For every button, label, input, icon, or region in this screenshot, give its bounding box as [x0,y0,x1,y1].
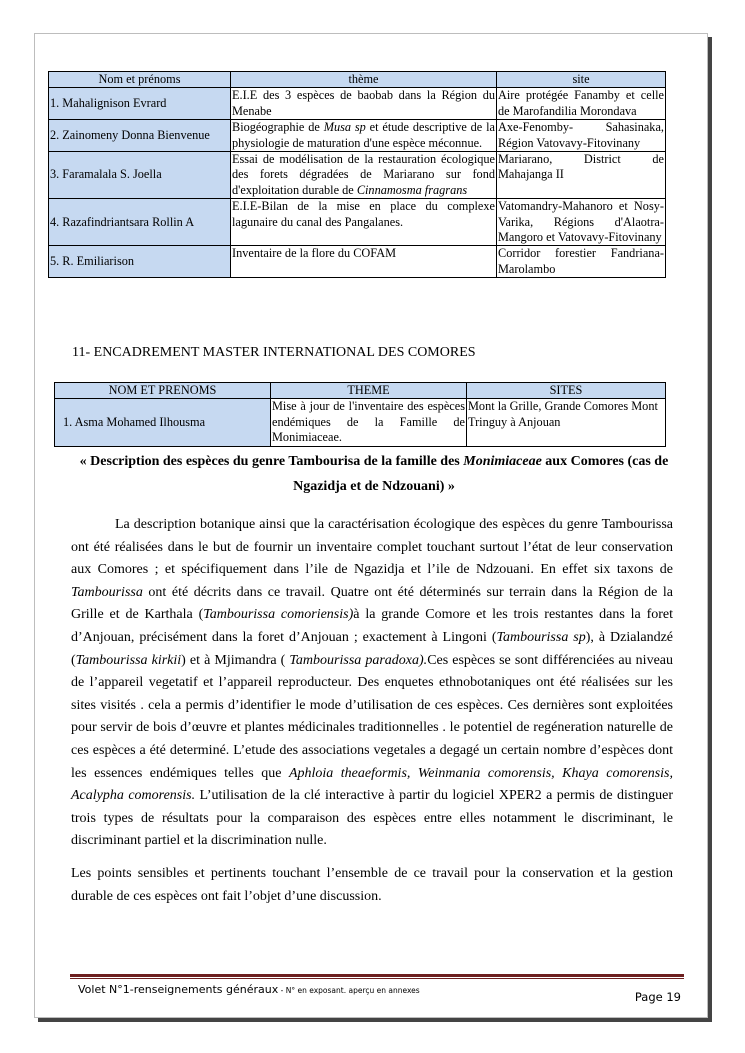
footer-divider [70,974,684,977]
header-theme: thème [231,72,497,88]
table-header-row [49,72,666,88]
italic-run: Tambourissa sp [496,629,586,645]
table-row [49,199,666,246]
table-row [49,246,666,278]
cell-theme [231,246,497,278]
text-run: ), à Dzialandzé ( [71,629,673,668]
header-site: site [497,72,666,88]
table-row [55,399,666,446]
text-run: et étude descriptive de la physiologie de maturation d'une espèce méconnue. [232,120,495,150]
text-run: E.I.E des 3 espèces de baobab dans la Région du Menabe [232,88,495,118]
page-number: Page 19 [634,990,681,1004]
italic-run: Aphloia theaeformis, Weinmania comorensis, Khaya comorensis, Acalypha comorensis. [71,765,673,804]
footer-note: - N° en exposant. aperçu en annexes [278,986,420,995]
cell-site: Axe-Fenomby- Sahasinaka, Région Vatovavy-Fitovinany [498,120,664,150]
cell-name: 2. Zainomeny Donna Bienvenue [49,120,231,152]
italic-run: Tambourissa comoriensis) [203,607,354,623]
cell-theme: Mise à jour de l'inventaire des espèces endémiques de la Famille de Monimiaceae. [272,399,465,445]
cell-site: Mariarano, District de Mahajanga II [497,152,666,199]
footer-label [78,983,420,996]
text-run: E.I.E-Bilan de la mise en place du complexe lagunaire du canal des Pangalanes. [232,199,495,229]
footer-divider-thin [70,978,684,979]
italic-run: Tambourissa paradoxa). [289,652,428,668]
text-run: Inventaire de la flore du COFAM [232,246,397,261]
text-run: Ces espèces se sont différenciées au niveau de l’appareil vegetatif et l’appareil reproducteur. Des enquetes ethnobotaniques ont été réalisées sur les sites visités . cela a permis d’identifier le mode d’utilisation de ces espèces. Ces dernières sont exploitées pour servir de bois d’œuvre et plantes médicinales traditionnelles . le potentiel de regéneration naturelle de ces espèces a été determiné. L’etude des associations vegetales a degagé un certain nombre d’espèces dont les essences endémiques telles que [71,652,673,781]
table-row [49,120,666,152]
header-name: NOM ET PRENOMS [55,383,271,399]
cell-site: Corridor forestier Fandriana-Marolambo [498,246,664,276]
section-title: 11- ENCADREMENT MASTER INTERNATIONAL DES COMORES [72,345,476,360]
text-run: ) et à Mjimandra ( [181,652,290,668]
cell-name: 3. Faramalala S. Joella [49,152,231,199]
cell-site: Aire protégée Fanamby et celle de Marofandilia Morondava [498,88,664,118]
description-paragraph-2: Les points sensibles et pertinents touchant l’ensemble de ce travail pour la conservation et la gestion durable de ces espèces ont fait l’objet d’une discussion. [71,865,673,905]
text-run: Biogéographie de [232,120,324,135]
text-run: à la grande Comore et les trois restantes dans la foret d’Anjouan, précisément dans la foret d’Anjouan ; exactement à Lingoni ( [71,607,674,645]
description-body [71,514,673,909]
header-theme: THEME [271,383,467,399]
text-run: L’utilisation de la clé interactive à partir du logiciel XPER2 a permis de distinguer trois types de résultats pour la comparaison des espèces entre elles notamment le discriminant, le discriminant partiel et la discrimination nulle. [71,788,674,849]
header-name: Nom et prénoms [49,72,231,88]
cell-theme [231,152,497,199]
italic-run: Tambourissa [71,584,143,600]
cell-site: Vatomandry-Mahanoro et Nosy-Varika, Régions d'Alaotra-Mangoro et Vatovavy-Fitovinany [498,199,664,245]
description-paragraph-1 [71,514,673,853]
text-run: Essai de modélisation de la restauration écologique des forets dégradées de Mariarano sur fond d'exploitation durable de [232,152,495,197]
cell-site: Mont la Grille, Grande Comores Mont Tringuy à Anjouan [467,399,666,446]
italic-run: Cinnamosma fragrans [356,182,468,197]
italic-run: Tambourissa kirkii [75,652,182,668]
cell-theme [231,199,497,246]
text-run: aux Comores (cas de Ngazidja et de Ndzouani) » [293,454,669,494]
description-title [78,449,670,499]
cell-name: 1. Asma Mohamed Ilhousma [55,399,271,446]
table-row [49,152,666,199]
cell-theme [231,88,497,120]
text-run: La description botanique ainsi que la caractérisation écologique des espèces du genre Tambourissa ont été réalisées dans le but de fournir un inventaire complet touchant surtout l’état de leur conservation aux Comores ; et spécifiquement dans l’ile de Ngazidja et l’ile de Ndzouani. En effet six taxons de [71,517,673,578]
cell-name: 4. Razafindriantsara Rollin A [49,199,231,246]
text-run: ont été décrits dans ce travail. Quatre ont été déterminés sur terrain dans la Région de la Grille et de Karthala ( [71,584,673,623]
italic-run: Monimiaceae [463,454,542,469]
students-table [48,71,666,278]
comores-table [54,382,666,447]
cell-theme [231,120,497,152]
header-sites: SITES [467,383,666,399]
table-header-row [55,383,666,399]
text-run: « Description des espèces du genre Tambourisa de la famille des [79,454,464,469]
cell-name: 1. Mahalignison Evrard [49,88,231,120]
cell-name: 5. R. Emiliarison [49,246,231,278]
table-row [49,88,666,120]
italic-run: Musa sp [323,120,366,135]
footer-volet: Volet N°1-renseignements généraux [78,983,279,996]
